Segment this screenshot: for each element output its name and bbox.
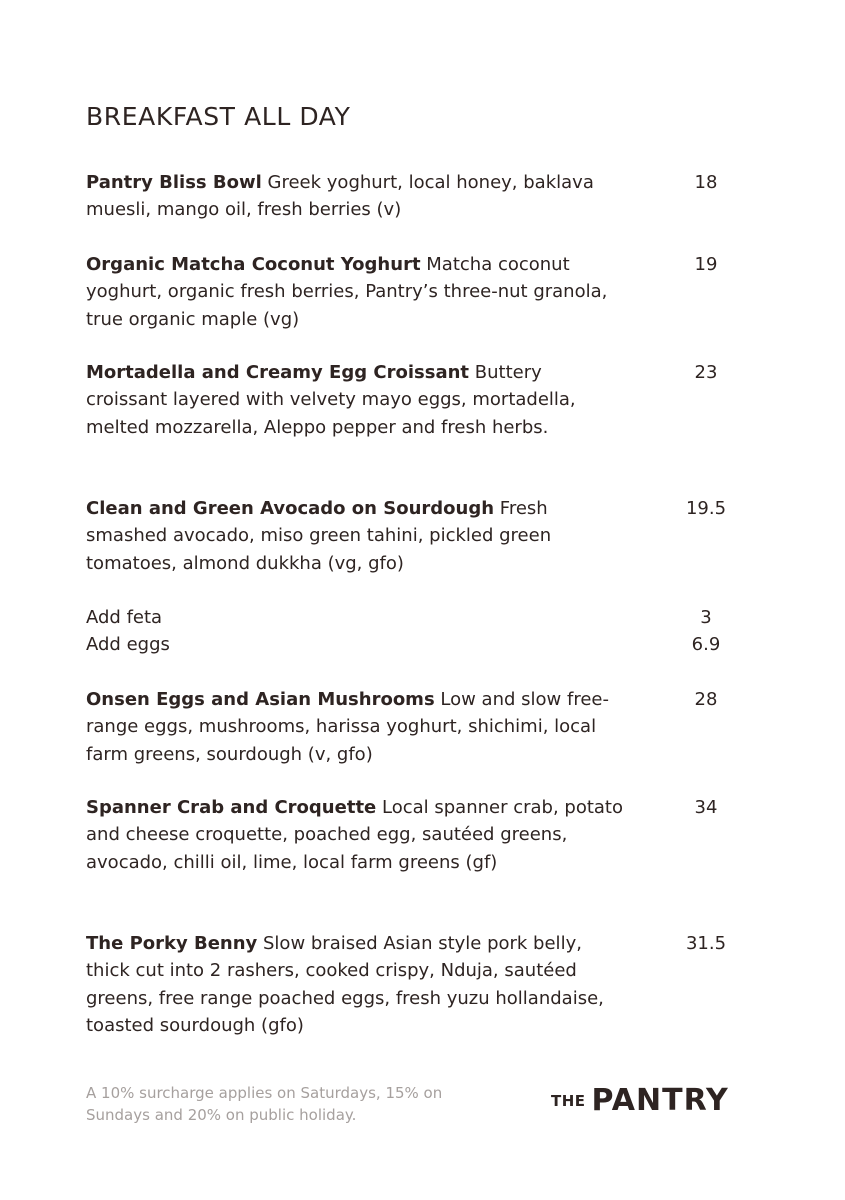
item-price: 19.5 [685,498,727,519]
item-price: 34 [694,797,718,818]
item-description: Buttery croissant layered with velvety mayo eggs, mortadella, melted mozzarella, Aleppo pepper and fresh herbs. [86,362,576,438]
item-description: Low and slow free-range eggs, mushrooms, harissa yoghurt, shichimi, local farm greens, sourdough (v, gfo) [86,689,609,765]
addon-label: Add feta [86,607,163,628]
item-price: 19 [694,254,718,275]
addon-label: Add eggs [86,634,170,655]
menu-item-porky-benny [86,930,746,1039]
addon-price: 6.9 [691,634,721,655]
item-price: 31.5 [685,933,727,954]
menu-item-mortadella-croissant [86,359,746,441]
item-description: Slow braised Asian style pork belly, thick cut into 2 rashers, cooked crispy, Nduja, sautéed greens, free range poached eggs, fresh yuzu hollandaise, toasted sourdough (gfo) [86,933,604,1036]
menu-item-avocado-sourdough [86,495,746,577]
item-name: Organic Matcha Coconut Yoghurt [86,254,421,275]
item-description: Fresh smashed avocado, miso green tahini, pickled green tomatoes, almond dukkha (vg, gfo) [86,498,552,574]
addon-row-eggs [86,631,746,658]
brand-logo-the: THE [551,1091,586,1110]
menu-item-pantry-bliss-bowl [86,169,746,224]
item-name: Pantry Bliss Bowl [86,172,262,193]
brand-logo-name: PANTRY [591,1083,729,1118]
item-name: The Porky Benny [86,933,258,954]
menu-item-spanner-crab [86,794,746,876]
item-description: Local spanner crab, potato and cheese croquette, poached egg, sautéed greens, avocado, chilli oil, lime, local farm greens (gf) [86,797,623,873]
item-price: 23 [694,362,718,383]
item-name: Spanner Crab and Croquette [86,797,377,818]
menu-item-matcha-coconut-yoghurt [86,251,746,333]
item-description: Greek yoghurt, local honey, baklava muesli, mango oil, fresh berries (v) [86,172,594,221]
brand-logo [551,1083,729,1123]
item-name: Onsen Eggs and Asian Mushrooms [86,689,435,710]
item-name: Mortadella and Creamy Egg Croissant [86,362,470,383]
item-price: 28 [694,689,718,710]
addon-price: 3 [700,607,712,628]
item-description: Matcha coconut yoghurt, organic fresh berries, Pantry’s three-nut granola, true organic maple (vg) [86,254,608,330]
addon-row-feta [86,604,746,631]
item-name: Clean and Green Avocado on Sourdough [86,498,495,519]
menu-item-onsen-eggs [86,686,746,768]
page-title: BREAKFAST ALL DAY [86,102,351,131]
surcharge-note: A 10% surcharge applies on Saturdays, 15% on Sundays and 20% on public holiday. [86,1084,443,1124]
item-price: 18 [694,172,718,193]
